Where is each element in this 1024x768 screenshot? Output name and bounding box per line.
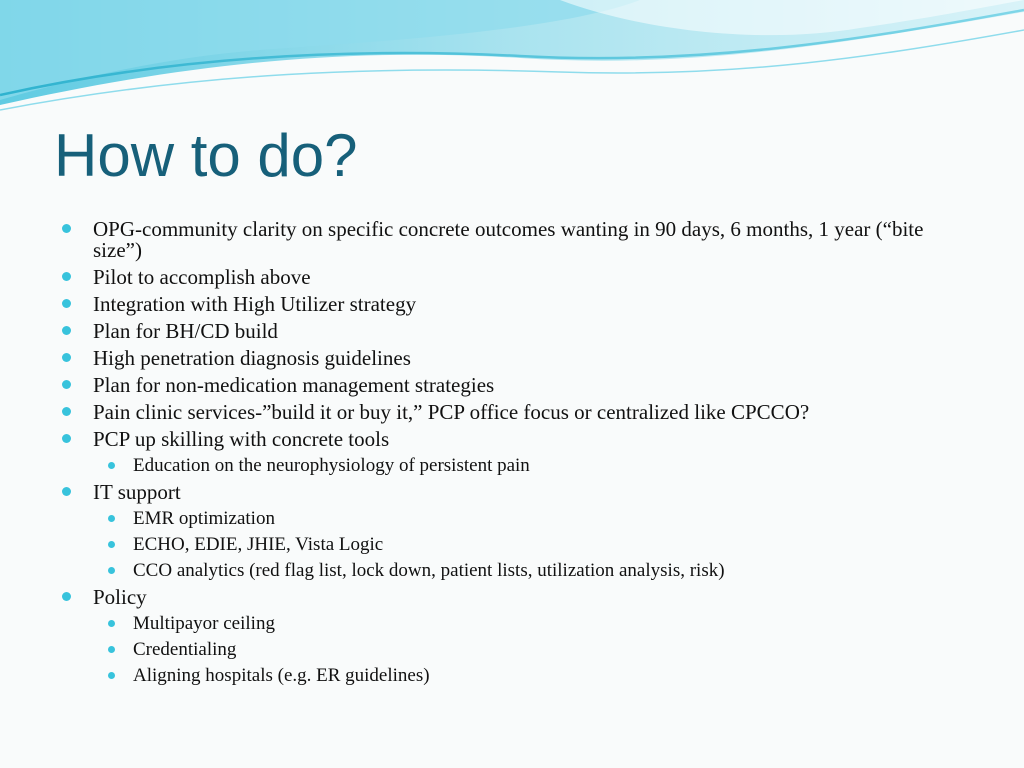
sub-bullet-item: EMR optimization xyxy=(62,509,962,529)
sub-bullet-item: Multipayor ceiling xyxy=(62,614,962,634)
sub-bullet-item: CCO analytics (red flag list, lock down, patient lists, utilization analysis, risk) xyxy=(62,561,962,581)
bullet-item: Policy xyxy=(62,587,962,608)
bullet-item: High penetration diagnosis guidelines xyxy=(62,348,962,369)
sub-bullet-item: Aligning hospitals (e.g. ER guidelines) xyxy=(62,666,962,686)
bullet-item: IT support xyxy=(62,482,962,503)
bullet-item: Integration with High Utilizer strategy xyxy=(62,294,962,315)
sub-bullet-item: Education on the neurophysiology of persistent pain xyxy=(62,456,962,476)
sub-bullet-item: ECHO, EDIE, JHIE, Vista Logic xyxy=(62,535,962,555)
bullet-item: Pain clinic services-”build it or buy it,” PCP office focus or centralized like CPCCO? xyxy=(62,402,962,423)
bullet-list xyxy=(62,219,962,692)
bullet-item: Pilot to accomplish above xyxy=(62,267,962,288)
sub-bullet-item: Credentialing xyxy=(62,640,962,660)
bullet-item: Plan for BH/CD build xyxy=(62,321,962,342)
slide-title: How to do? xyxy=(54,122,358,189)
bullet-item: Plan for non-medication management strategies xyxy=(62,375,962,396)
bullet-item: PCP up skilling with concrete tools xyxy=(62,429,962,450)
header-wave-decoration xyxy=(0,0,1024,120)
bullet-item: OPG-community clarity on specific concrete outcomes wanting in 90 days, 6 months, 1 year (“bite size”) xyxy=(62,219,962,261)
